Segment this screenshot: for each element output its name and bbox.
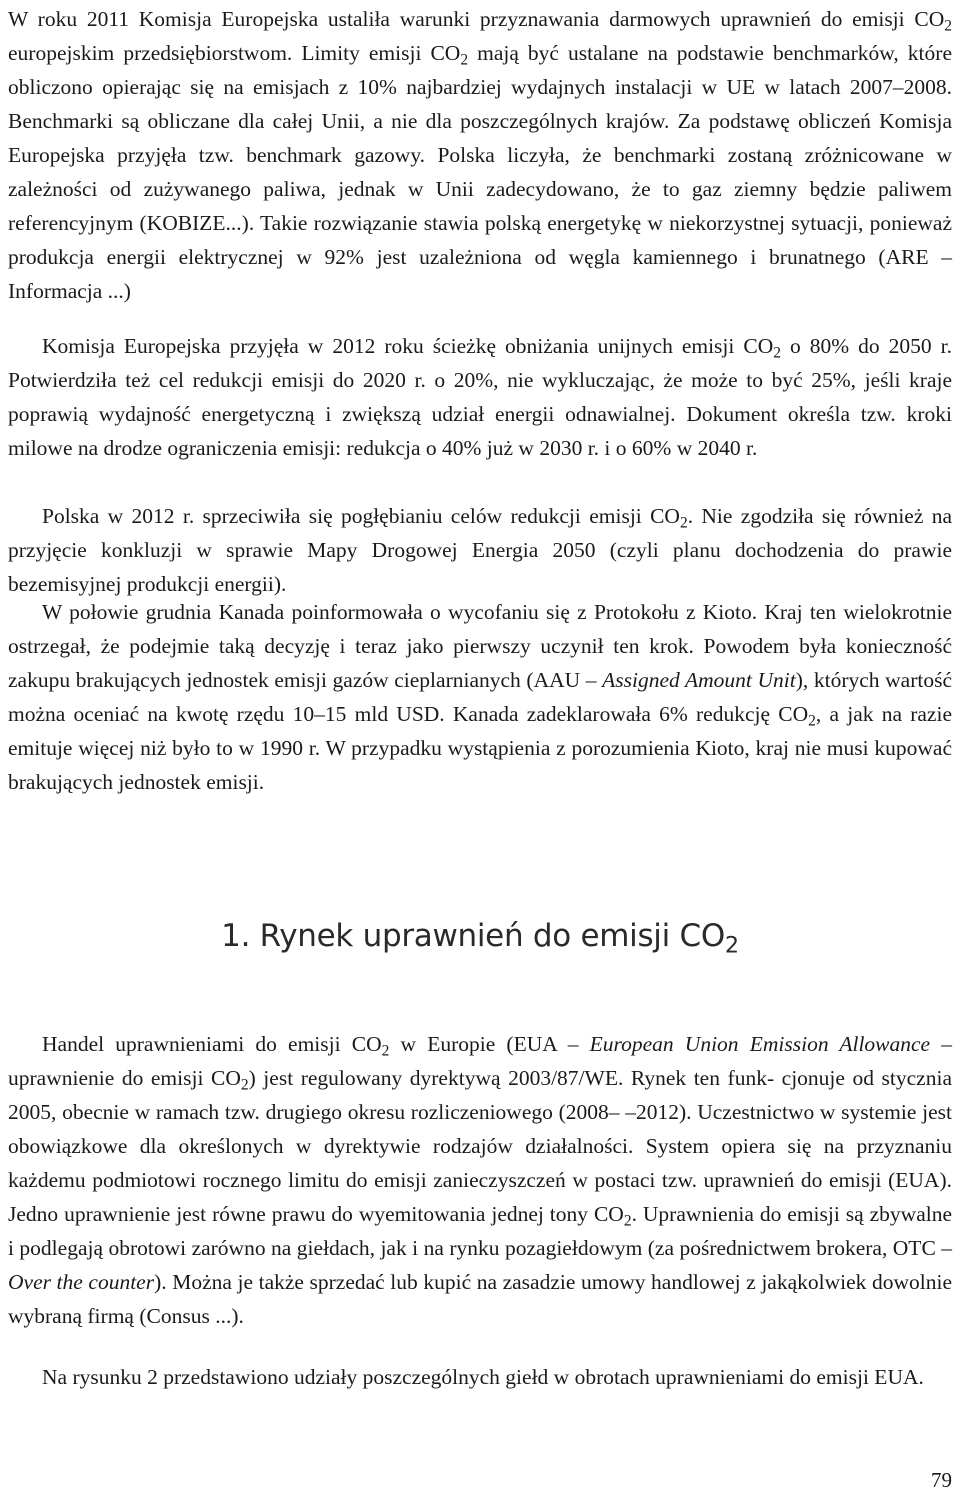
paragraph-2: Komisja Europejska przyjęła w 2012 roku ścieżkę obniżania unijnych emisji $CO_2$ o 80% do 2050 r. Potwierdziła też cel redukcji emisji do 2020 r. o 20%, nie wykluczając, że może to być 25%, jeśli kraje poprawią wydajność energetyczną i zwiększą udział energii odnawialnej. Dokument określa tzw. kroki milowe na drodze ograniczenia emisji: redukcja o 40% już w 2030 r. i o 60% w 2040 r.	[8, 334, 952, 460]
paragraph-4: W połowie grudnia Kanada poinformowała o wycofaniu się z Protokołu z Kioto. Kraj ten wielokrotnie ostrzegał, że podejmie taką decyzję i teraz jako pierwszy uczynił ten krok. Powodem była konieczność zakupu brakujących jednostek emisji gazów cieplarnianych (AAU – Assigned Amount Unit), których wartość można oceniać na kwotę rzędu 10–15 mld USD. Kanada zadeklarowała 6% redukcję $CO_2$, a jak na razie emituje więcej niż było to w 1990 r. W przypadku wystąpienia z porozumienia Kioto, kraj nie musi kupować brakujących jednostek emisji.	[8, 600, 952, 794]
paragraph-6: Na rysunku 2 przedstawiono udziały poszczególnych giełd w obrotach uprawnieniami do emisji EUA.	[42, 1365, 924, 1389]
section-heading: 1. Rynek uprawnień do emisji $CO_2$	[221, 918, 739, 959]
paragraph-3: Polska w 2012 r. sprzeciwiła się pogłębianiu celów redukcji emisji $CO_2$. Nie zgodziła się również na przyjęcie konkluzji w sprawie Mapy Drogowej Energia 2050 (czyli planu dochodzenia do prawie bezemisyjnej produkcji energii).	[8, 504, 952, 596]
paragraph-5: Handel uprawnieniami do emisji $CO_2$ w Europie (EUA – European Union Emission Allowance – uprawnienie do emisji $CO_2$) jest regulowany dyrektywą 2003/87/WE. Rynek ten funk- cjonuje od stycznia 2005, obecnie w ramach tzw. drugiego okresu rozliczeniowego (2008– –2012). Uczestnictwo w systemie jest obowiązkowe dla określonych w dyrektywie rodzajów działalności. System opiera się na przyznaniu każdemu podmiotowi rocznego limitu do emisji zanieczyszczeń w postaci tzw. uprawnień do emisji (EUA). Jedno uprawnienie jest równe prawu do wyemitowania jednej tony $CO_2$. Uprawnienia do emisji są zbywalne i podlegają obrotowi zarówno na giełdach, jak i na rynku pozagiełdowym (za pośrednictwem brokera, OTC – Over the counter). Można je także sprzedać lub kupić na zasadzie umowy handlowej z jakąkolwiek dowolnie wybraną firmą (Consus ...).	[8, 1032, 953, 1328]
page-number: 79	[931, 1468, 952, 1492]
paragraph-1: W roku 2011 Komisja Europejska ustaliła warunki przyznawania darmowych uprawnień do emisji $CO_2$ europejskim przedsiębiorstwom. Limity emisji $CO_2$ mają być ustalane na podstawie benchmarków, które obliczono opierając się na emisjach z 10% najbardziej wydajnych instalacji w UE w latach 2007–2008. Benchmarki są obliczane dla całej Unii, a nie dla poszczególnych krajów. Za podstawę obliczeń Komisja Europejska przyjęła tzw. benchmark gazowy. Polska liczyła, że benchmarki zostaną zróżnicowane w zależności od zużywanego paliwa, jednak w Unii zadecydowano, że to gaz ziemny będzie paliwem referencyjnym (KOBIZE...). Takie rozwiązanie stawia polską energetykę w niekorzystnej sytuacji, ponieważ produkcja energii elektrycznej w 92% jest uzależniona od węgla kamiennego i brunatnego (ARE – Informacja ...)	[8, 7, 952, 303]
